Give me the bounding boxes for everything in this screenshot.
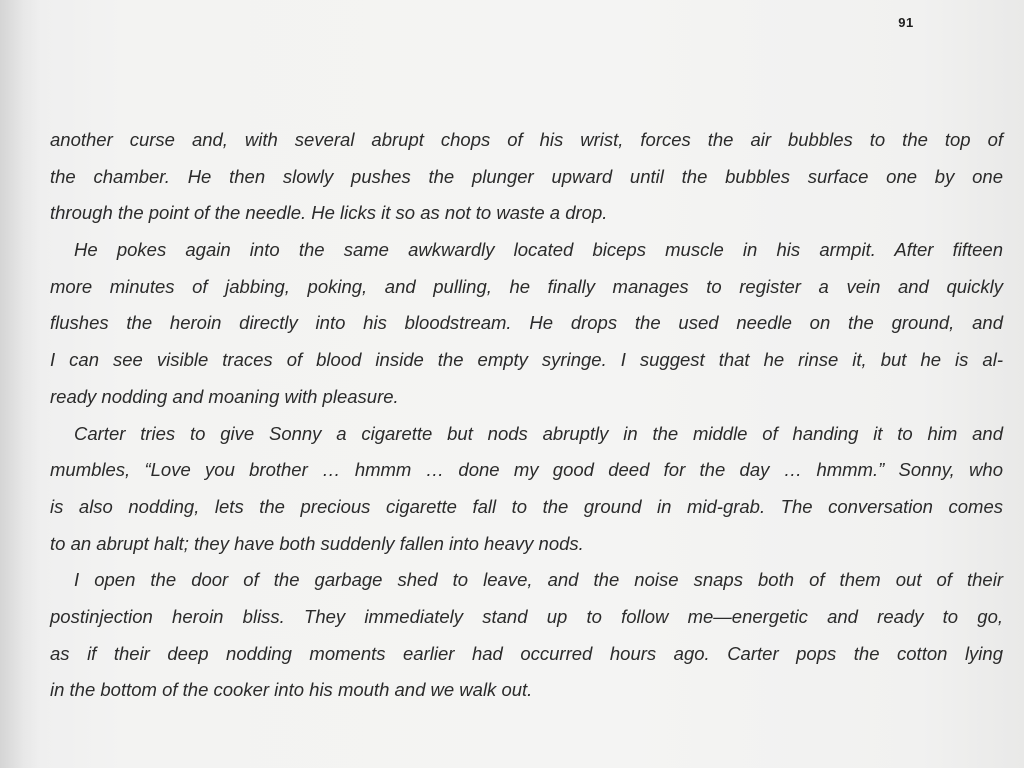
text-line: He pokes again into the same awkwardly located biceps muscle in his armpit. After fifteen xyxy=(74,239,1003,261)
text-line: to an abrupt halt; they have both suddenly fallen into heavy nods. xyxy=(50,532,584,554)
text-line: more minutes of jabbing, poking, and pulling, he finally manages to register a vein and quickly xyxy=(50,275,1003,297)
text-line: Carter tries to give Sonny a cigarette but nods abruptly in the middle of handing it to him and xyxy=(74,422,1003,444)
body-text xyxy=(50,122,1003,709)
text-line: I open the door of the garbage shed to leave, and the noise snaps both of them out of their xyxy=(74,569,1003,591)
text-line: I can see visible traces of blood inside the empty syringe. I suggest that he rinse it, but he is al- xyxy=(50,349,1003,371)
page-number: 91 xyxy=(898,15,914,30)
text-line: as if their deep nodding moments earlier had occurred hours ago. Carter pops the cotton lying xyxy=(50,642,1003,664)
text-line: flushes the heroin directly into his bloodstream. He drops the used needle on the ground, and xyxy=(50,312,1003,334)
text-line: is also nodding, lets the precious cigarette fall to the ground in mid-grab. The conversation comes xyxy=(50,495,1003,517)
scan-edge-shadow xyxy=(0,0,40,768)
text-line: in the bottom of the cooker into his mouth and we walk out. xyxy=(50,679,533,701)
text-line: postinjection heroin bliss. They immediately stand up to follow me—energetic and ready to go, xyxy=(50,605,1003,627)
text-line: mumbles, “Love you brother … hmmm … done my good deed for the day … hmmm.” Sonny, who xyxy=(50,459,1003,481)
text-line: another curse and, with several abrupt chops of his wrist, forces the air bubbles to the top of xyxy=(50,129,1003,150)
text-line: through the point of the needle. He licks it so as not to waste a drop. xyxy=(50,202,608,224)
text-line: the chamber. He then slowly pushes the plunger upward until the bubbles surface one by one xyxy=(50,165,1003,187)
text-line: ready nodding and moaning with pleasure. xyxy=(50,385,399,407)
